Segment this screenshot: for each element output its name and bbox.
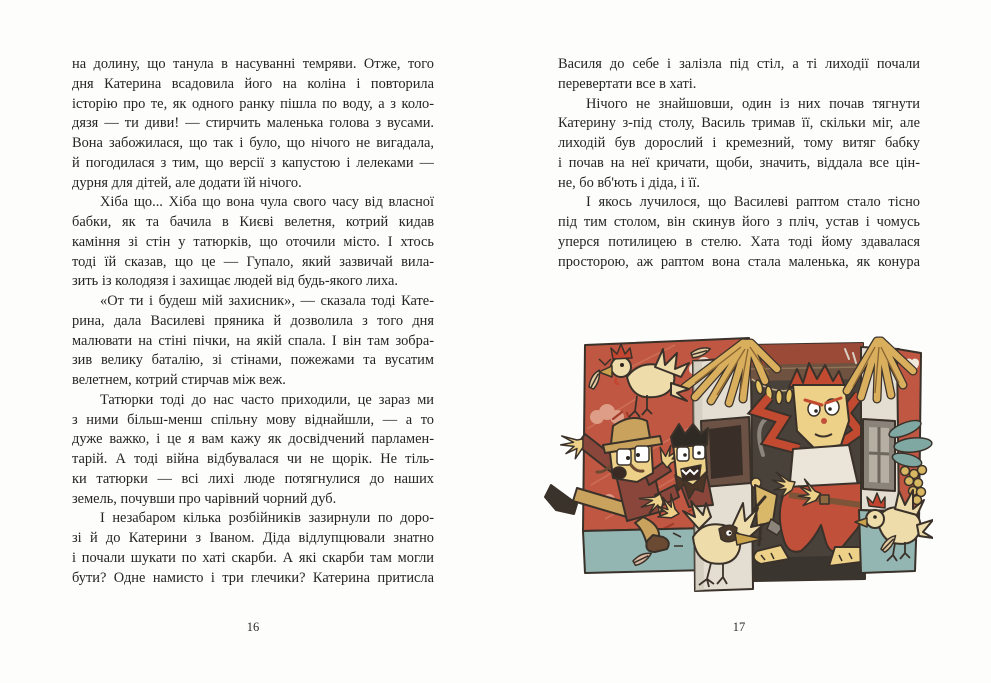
text-line: під тим столом, він скинув його з пліч, устав і чомусь	[558, 214, 920, 230]
text-line: не, бо вб'ють і діда, і її.	[558, 174, 700, 191]
text-line: дуже важко, і це я вам кажу як досвідчений парламен-	[72, 431, 434, 448]
text-line: ки татюрки — всі лихі люде потягнулися до наших	[72, 470, 434, 487]
text-line: й погодилася з тим, що версії з капустою і лелеками —	[72, 154, 434, 171]
text-line: Татюрки тоді до нас часто приходили, це зараз ми	[100, 391, 434, 408]
text-line: зить із колодязя і захищає людей від будь-якого лиха.	[72, 273, 398, 290]
page-number-left: 16	[246, 620, 260, 634]
text-line: І незабаром кілька розбійників зазирнули по доро-	[100, 510, 434, 527]
text-line: лиходій був дорослий і кремезний, тому витяг бабку	[558, 135, 920, 151]
text-line: тоді їй сказав, що це — Гупало, який зазвичай вила-	[72, 253, 434, 270]
text-line: історію про те, як одного ранку пішла по воду, а з коло-	[72, 95, 434, 112]
text-line: перевертати все в хаті.	[558, 75, 697, 92]
text-line: каміння зі стін у татюрків, що оточили місто. І хтось	[72, 233, 434, 250]
text-line: рина, дала Василеві пряника й дозволила з того дня	[72, 312, 434, 329]
text-line: дурня для дітей, але додати їй нічого.	[72, 174, 302, 191]
text-line: Хіба що... Хіба що вона чула свого часу від власної	[100, 194, 434, 211]
page-number-right: 17	[732, 620, 746, 634]
text-line: І якось лучилося, що Василеві раптом стало тісно	[586, 194, 920, 211]
text-line: малювати на стіні пічки, на якій спала. І він там зобра-	[72, 332, 434, 349]
text-line: велетнем, котрий стирчав між веж.	[72, 372, 286, 388]
text-line: Катерину з-під столу, Василь тримав її, скільки міг, але	[558, 115, 920, 132]
text-line: «От ти і будеш мій захисник», — сказала тоді Кате-	[100, 293, 434, 309]
text-line: дня Катерина всадовила його на коліна і повторила	[72, 75, 434, 92]
text-line: бути? Одне намисто і три глечики? Катерина притисла	[72, 569, 434, 586]
right-page-text	[558, 55, 920, 272]
text-line: уперся потилицею в стелю. Хата тоді йому здавалася	[558, 233, 920, 250]
text-line: з ними більш-менш спільну мову віднайшли, — а то	[72, 411, 434, 428]
text-line: і почав на неї кричати, щоби, значить, віддала все цін-	[558, 154, 920, 171]
text-line: тарій. А тоді війна відбувалася чи не щорік. Не тіль-	[72, 451, 434, 467]
text-line: зив велику баталію, зі стінами, пожежами та вусатим	[72, 352, 434, 369]
text-line: Вона забожилася, що так і було, що нічого не вигадала,	[72, 135, 434, 151]
text-line: Василя до себе і залізла під стіл, а ті лиходії почали	[558, 56, 920, 72]
text-line: бабки, як та бачила в Києві велетня, котрий кидав	[72, 214, 434, 230]
text-line: земель, почувши про чарівний чорний дуб.	[72, 490, 337, 507]
left-page-text	[72, 55, 434, 588]
text-line: просторою, аж раптом вона стала маленька, як конура	[558, 253, 920, 270]
text-line: на долину, що танула в насуванні темряви. Отже, того	[72, 56, 434, 72]
text-line: Нічого не знайшовши, один із них почав тягнути	[586, 95, 920, 112]
hut-scene-svg	[543, 333, 933, 605]
text-line: зі й до Катерини з Іваном. Діда відлупцювали знатно	[72, 530, 434, 546]
hut-scene-illustration	[543, 333, 933, 605]
text-line: і почали шукати по хаті скарби. А які скарби там могли	[72, 549, 434, 566]
text-line: дязя — ти диви! — стирчить маленька голова з вусами.	[72, 115, 434, 132]
